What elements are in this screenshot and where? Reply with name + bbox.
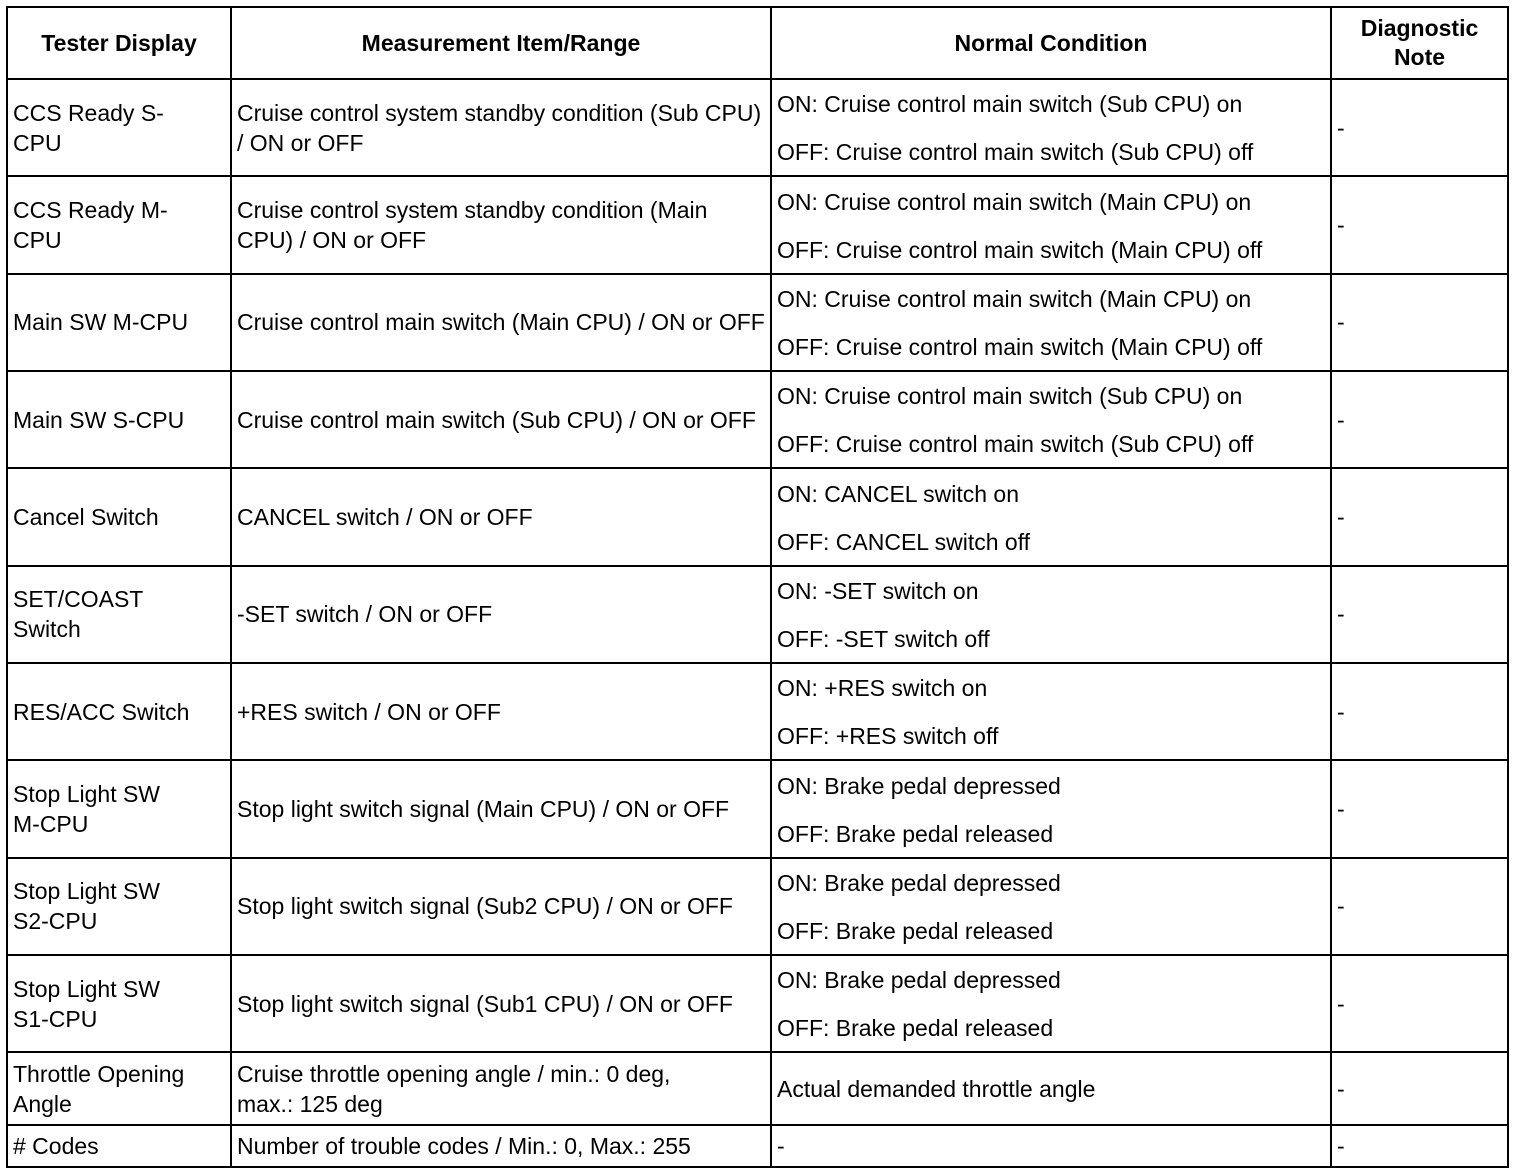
note-cell: - bbox=[1331, 468, 1508, 565]
tester-display-cell: CCS Ready M-CPU bbox=[7, 176, 231, 273]
header-measurement: Measurement Item/Range bbox=[231, 7, 771, 79]
condition-on: ON: Cruise control main switch (Main CPU) on bbox=[777, 188, 1252, 215]
measurement-cell: Cruise control main switch (Main CPU) / ON or OFF bbox=[231, 274, 771, 371]
data-table bbox=[6, 6, 1509, 1168]
condition-cell: - bbox=[771, 1125, 1331, 1167]
measurement-cell: -SET switch / ON or OFF bbox=[231, 566, 771, 663]
condition-cell: Actual demanded throttle angle bbox=[771, 1052, 1331, 1124]
table-row bbox=[7, 468, 1508, 565]
table-row bbox=[7, 176, 1508, 273]
table-row bbox=[7, 663, 1508, 760]
condition-on: ON: +RES switch on bbox=[777, 675, 988, 702]
note-cell: - bbox=[1331, 663, 1508, 760]
tester-display-cell: Stop Light SW S2-CPU bbox=[7, 858, 231, 955]
condition-on: ON: Brake pedal depressed bbox=[777, 967, 1061, 994]
condition-on: ON: Brake pedal depressed bbox=[777, 772, 1061, 799]
condition-on: ON: Brake pedal depressed bbox=[777, 869, 1061, 896]
table-row bbox=[7, 1052, 1508, 1124]
note-cell: - bbox=[1331, 176, 1508, 273]
condition-off: OFF: Brake pedal released bbox=[777, 820, 1054, 847]
table-row bbox=[7, 858, 1508, 955]
header-normal-condition: Normal Condition bbox=[771, 7, 1331, 79]
condition-cell bbox=[771, 663, 1331, 760]
note-cell: - bbox=[1331, 566, 1508, 663]
condition-cell bbox=[771, 79, 1331, 176]
note-cell: - bbox=[1331, 760, 1508, 857]
condition-on: ON: CANCEL switch on bbox=[777, 480, 1019, 507]
note-cell: - bbox=[1331, 858, 1508, 955]
condition-on: ON: Cruise control main switch (Sub CPU) on bbox=[777, 91, 1243, 118]
measurement-cell: Cruise throttle opening angle / min.: 0 deg, max.: 125 deg bbox=[231, 1052, 771, 1124]
table-row bbox=[7, 1125, 1508, 1167]
measurement-cell: Cruise control system standby condition (Main CPU) / ON or OFF bbox=[231, 176, 771, 273]
header-tester-display: Tester Display bbox=[7, 7, 231, 79]
header-diagnostic-note: Diagnostic Note bbox=[1331, 7, 1508, 79]
condition-off: OFF: Cruise control main switch (Sub CPU) off bbox=[777, 431, 1254, 458]
tester-display-cell: Cancel Switch bbox=[7, 468, 231, 565]
measurement-cell: Cruise control main switch (Sub CPU) / ON or OFF bbox=[231, 371, 771, 468]
measurement-cell: Number of trouble codes / Min.: 0, Max.: 255 bbox=[231, 1125, 771, 1167]
condition-cell bbox=[771, 371, 1331, 468]
condition-off: OFF: Cruise control main switch (Main CPU) off bbox=[777, 236, 1263, 263]
condition-off: OFF: Brake pedal released bbox=[777, 1015, 1054, 1042]
measurement-cell: Stop light switch signal (Main CPU) / ON or OFF bbox=[231, 760, 771, 857]
condition-on: ON: Cruise control main switch (Sub CPU) on bbox=[777, 383, 1243, 410]
condition-cell bbox=[771, 955, 1331, 1052]
condition-on: ON: -SET switch on bbox=[777, 577, 979, 604]
condition-off: OFF: -SET switch off bbox=[777, 625, 990, 652]
measurement-cell: Stop light switch signal (Sub1 CPU) / ON or OFF bbox=[231, 955, 771, 1052]
condition-off: OFF: CANCEL switch off bbox=[777, 528, 1031, 555]
table-row bbox=[7, 760, 1508, 857]
condition-off: OFF: Brake pedal released bbox=[777, 917, 1054, 944]
note-cell: - bbox=[1331, 1052, 1508, 1124]
condition-on: ON: Cruise control main switch (Main CPU) on bbox=[777, 285, 1252, 312]
tester-display-cell: Stop Light SW M-CPU bbox=[7, 760, 231, 857]
measurement-cell: +RES switch / ON or OFF bbox=[231, 663, 771, 760]
tester-display-cell: SET/COAST Switch bbox=[7, 566, 231, 663]
condition-cell bbox=[771, 274, 1331, 371]
condition-cell bbox=[771, 858, 1331, 955]
table-row bbox=[7, 371, 1508, 468]
table-row bbox=[7, 566, 1508, 663]
measurement-cell: Cruise control system standby condition (Sub CPU) / ON or OFF bbox=[231, 79, 771, 176]
tester-display-cell: Main SW S-CPU bbox=[7, 371, 231, 468]
note-cell: - bbox=[1331, 371, 1508, 468]
tester-display-cell: RES/ACC Switch bbox=[7, 663, 231, 760]
condition-cell bbox=[771, 176, 1331, 273]
tester-display-cell: Main SW M-CPU bbox=[7, 274, 231, 371]
note-cell: - bbox=[1331, 955, 1508, 1052]
condition-off: OFF: Cruise control main switch (Sub CPU) off bbox=[777, 139, 1254, 166]
tester-display-cell: # Codes bbox=[7, 1125, 231, 1167]
table-row bbox=[7, 274, 1508, 371]
header-row bbox=[7, 7, 1508, 79]
measurement-cell: CANCEL switch / ON or OFF bbox=[231, 468, 771, 565]
note-cell: - bbox=[1331, 1125, 1508, 1167]
tester-display-cell: Stop Light SW S1-CPU bbox=[7, 955, 231, 1052]
condition-cell bbox=[771, 566, 1331, 663]
condition-off: OFF: +RES switch off bbox=[777, 723, 999, 750]
condition-off: OFF: Cruise control main switch (Main CPU) off bbox=[777, 333, 1263, 360]
tester-display-cell: CCS Ready S-CPU bbox=[7, 79, 231, 176]
note-cell: - bbox=[1331, 274, 1508, 371]
table-row bbox=[7, 955, 1508, 1052]
tester-display-cell: Throttle Opening Angle bbox=[7, 1052, 231, 1124]
condition-cell bbox=[771, 468, 1331, 565]
condition-cell bbox=[771, 760, 1331, 857]
note-cell: - bbox=[1331, 79, 1508, 176]
table-row bbox=[7, 79, 1508, 176]
measurement-cell: Stop light switch signal (Sub2 CPU) / ON or OFF bbox=[231, 858, 771, 955]
